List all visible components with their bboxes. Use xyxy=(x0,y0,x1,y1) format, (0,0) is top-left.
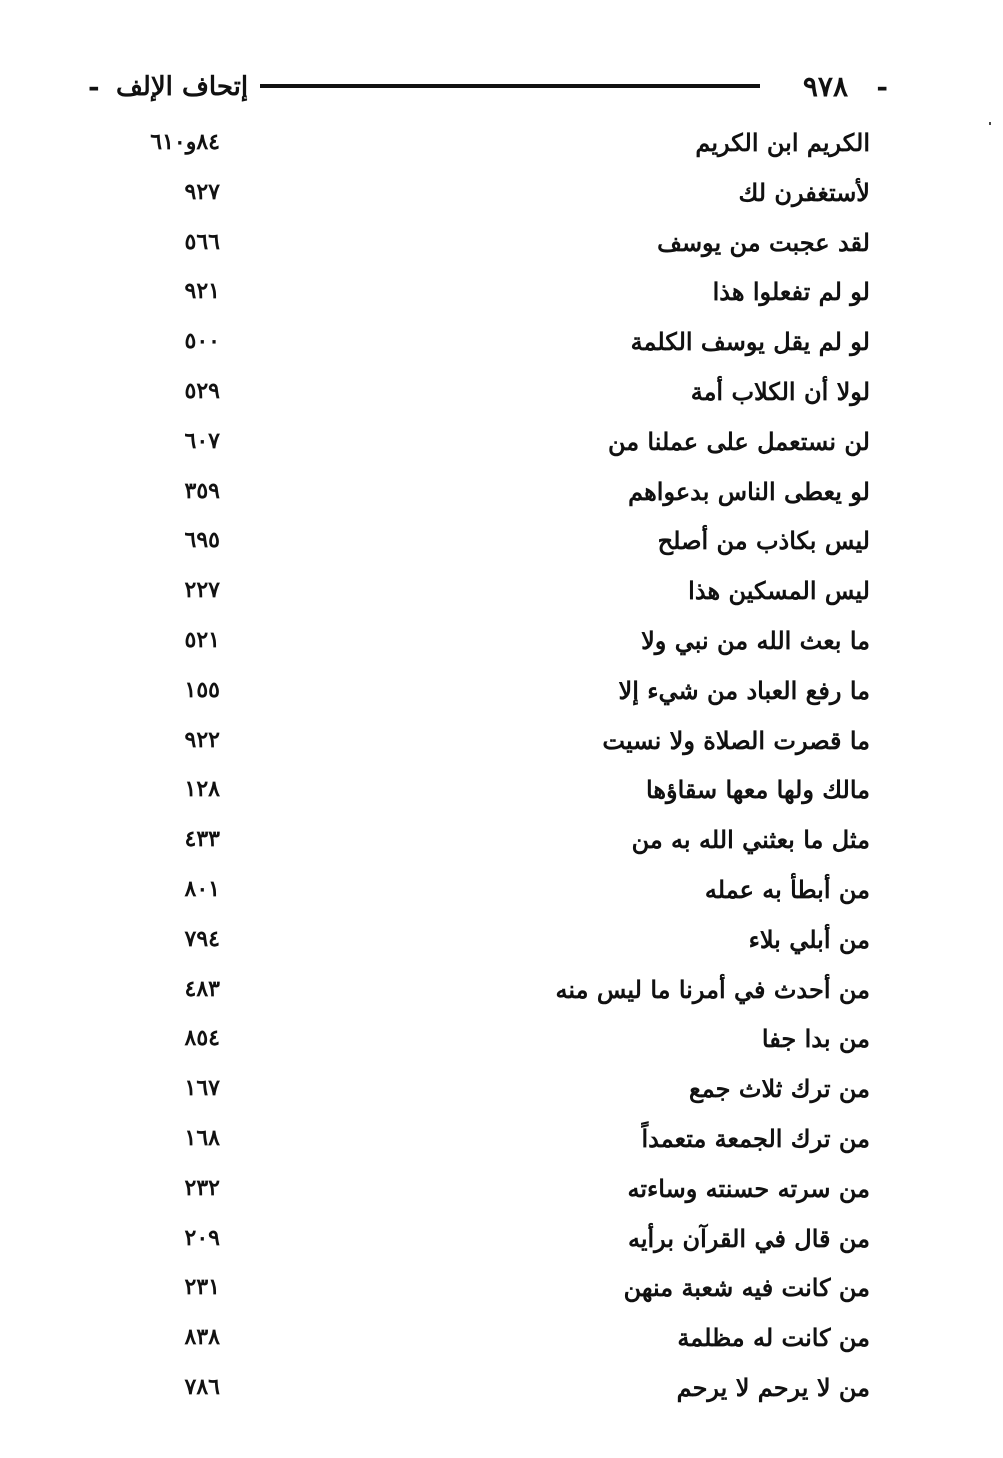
header-dash-right: - xyxy=(876,70,888,103)
entry-page-ref: ٨٤و٦١٠ xyxy=(150,129,220,155)
index-entry xyxy=(100,317,880,367)
entry-text: ليس بكاذب من أصلح xyxy=(657,526,870,556)
scan-speck xyxy=(989,122,991,125)
entry-text: من قال في القرآن برأيه xyxy=(627,1223,870,1253)
index-entry xyxy=(100,965,880,1015)
entry-text: ما قصرت الصلاة ولا نسيت xyxy=(602,725,870,755)
index-entry xyxy=(100,1313,880,1363)
entry-text: لو لم يقل يوسف الكلمة xyxy=(630,327,870,357)
entry-page-ref: ٤٨٣ xyxy=(184,975,220,1002)
entry-text: ما رفع العباد من شيء إلا xyxy=(618,675,870,705)
entry-page-ref: ٩٢١ xyxy=(184,278,220,305)
entry-page-ref: ٨٥٤ xyxy=(184,1025,220,1052)
entry-page-ref: ٨٣٨ xyxy=(184,1324,220,1351)
header-dash-left: - xyxy=(88,70,100,103)
index-entry xyxy=(100,1014,880,1064)
entry-text: لو يعطى الناس بدعواهم xyxy=(628,476,870,506)
index-entry xyxy=(100,367,880,417)
header-rule xyxy=(260,84,760,88)
index-entry xyxy=(100,1064,880,1114)
index-entry xyxy=(100,1114,880,1164)
index-entry xyxy=(100,915,880,965)
index-entry xyxy=(100,566,880,616)
index-entry xyxy=(100,716,880,766)
index-entry xyxy=(100,666,880,716)
index-entry xyxy=(100,516,880,566)
entry-text: الكريم ابن الكريم xyxy=(695,128,870,157)
entry-page-ref: ٢٠٩ xyxy=(184,1224,220,1251)
hadith-index-list xyxy=(100,118,880,1413)
entry-page-ref: ٥٢١ xyxy=(184,626,220,653)
entry-page-ref: ٥٠٠ xyxy=(184,328,220,355)
entry-text: من أبلي بلاء xyxy=(748,924,870,954)
entry-text: من بدا جفا xyxy=(761,1024,870,1054)
index-entry xyxy=(100,218,880,268)
entry-text: لقد عجبت من يوسف xyxy=(657,227,870,257)
entry-page-ref: ٧٨٦ xyxy=(184,1373,220,1400)
entry-page-ref: ٢٢٧ xyxy=(184,577,220,604)
index-entry xyxy=(100,865,880,915)
entry-text: ليس المسكين هذا xyxy=(688,576,870,606)
entry-page-ref: ١٦٨ xyxy=(184,1124,220,1151)
entry-text: من ترك ثلاث جمع xyxy=(689,1074,870,1104)
entry-page-ref: ٢٣٢ xyxy=(184,1174,220,1201)
entry-page-ref: ٥٦٦ xyxy=(184,228,220,255)
entry-page-ref: ٩٢٢ xyxy=(184,726,220,753)
index-entry xyxy=(100,616,880,666)
index-entry xyxy=(100,1164,880,1214)
index-entry xyxy=(100,267,880,317)
index-entry xyxy=(100,765,880,815)
page-number: ٩٧٨ xyxy=(802,70,848,103)
entry-page-ref: ٦٩٥ xyxy=(184,527,220,554)
entry-page-ref: ١٢٨ xyxy=(184,776,220,803)
book-title: إتحاف الإلف xyxy=(116,72,249,102)
entry-page-ref: ٨٠١ xyxy=(184,875,220,902)
index-entry xyxy=(100,1263,880,1313)
entry-page-ref: ٣٥٩ xyxy=(184,477,220,504)
entry-text: من ترك الجمعة متعمداً xyxy=(641,1123,870,1153)
index-entry xyxy=(100,118,880,168)
entry-text: من أبطأ به عمله xyxy=(704,874,870,904)
index-entry xyxy=(100,467,880,517)
entry-text: من كانت فيه شعبة منهن xyxy=(623,1273,870,1303)
entry-text: من أحدث في أمرنا ما ليس منه xyxy=(555,974,870,1004)
entry-page-ref: ١٥٥ xyxy=(184,676,220,703)
running-header xyxy=(88,62,888,112)
index-entry xyxy=(100,417,880,467)
entry-text: مثل ما بعثني الله به من xyxy=(631,825,870,855)
entry-page-ref: ٥٢٩ xyxy=(184,377,220,404)
entry-text: لأستغفرن لك xyxy=(738,177,870,207)
entry-text: لو لم تفعلوا هذا xyxy=(712,277,870,307)
entry-text: مالك ولها معها سقاؤها xyxy=(646,775,870,805)
entry-text: من لا يرحم لا يرحم xyxy=(676,1372,870,1402)
entry-page-ref: ٧٩٤ xyxy=(184,925,220,952)
entry-text: لن نستعمل على عملنا من xyxy=(607,426,870,456)
index-entry xyxy=(100,1363,880,1413)
index-entry xyxy=(100,1214,880,1264)
entry-page-ref: ١٦٧ xyxy=(184,1075,220,1102)
entry-text: من سرته حسنته وساءته xyxy=(627,1173,870,1203)
entry-text: من كانت له مظلمة xyxy=(677,1323,870,1353)
index-entry xyxy=(100,168,880,218)
entry-page-ref: ٤٣٣ xyxy=(184,826,220,853)
index-entry xyxy=(100,815,880,865)
entry-page-ref: ٩٢٧ xyxy=(184,178,220,205)
entry-page-ref: ٢٣١ xyxy=(184,1274,220,1301)
entry-text: ما بعث الله من نبي ولا xyxy=(641,625,870,655)
entry-text: لولا أن الكلاب أمة xyxy=(690,376,870,406)
entry-page-ref: ٦٠٧ xyxy=(184,427,220,454)
